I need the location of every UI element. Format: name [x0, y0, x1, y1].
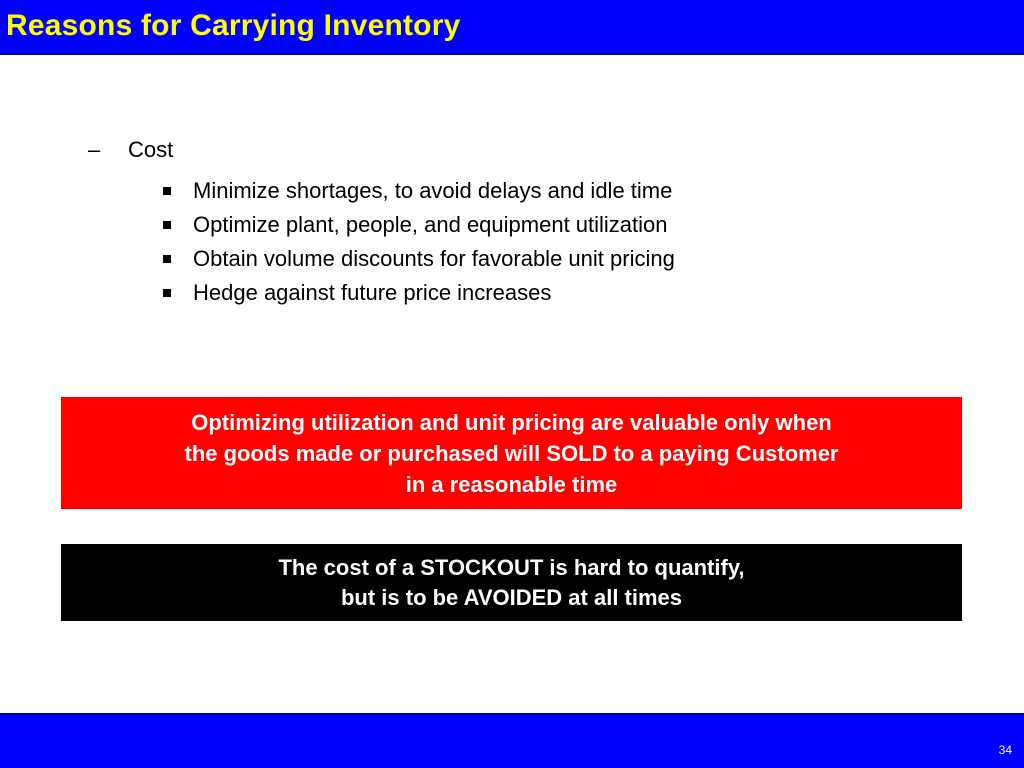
level1-item	[88, 137, 173, 163]
square-bullet-icon	[163, 221, 171, 229]
callout-line: but is to be AVOIDED at all times	[340, 585, 683, 610]
square-bullet-icon	[163, 255, 171, 263]
bullet-text: Hedge against future price increases	[193, 280, 552, 305]
bullet-item	[160, 208, 675, 242]
callout-line: the goods made or purchased will SOLD to a paying Customer	[184, 441, 839, 466]
black-callout-box	[61, 544, 962, 621]
square-bullet-icon	[163, 289, 171, 297]
bullet-list	[160, 174, 675, 310]
bullet-item	[160, 242, 675, 276]
bullet-text: Obtain volume discounts for favorable unit pricing	[193, 246, 675, 271]
callout-line: The cost of a STOCKOUT is hard to quantify,	[278, 555, 745, 580]
footer-bar	[0, 713, 1024, 768]
callout-line: in a reasonable time	[405, 472, 618, 497]
red-callout-box	[61, 397, 962, 509]
slide-title: Reasons for Carrying Inventory	[6, 9, 461, 42]
bullet-item	[160, 276, 675, 310]
level1-text: Cost	[128, 137, 174, 162]
bullet-item	[160, 174, 675, 208]
dash-marker: –	[88, 137, 101, 162]
page-number: 34	[998, 743, 1012, 757]
title-bar	[0, 0, 1024, 55]
bullet-text: Minimize shortages, to avoid delays and idle time	[193, 178, 673, 203]
square-bullet-icon	[163, 187, 171, 195]
callout-line: Optimizing utilization and unit pricing are valuable only when	[191, 410, 832, 435]
bullet-text: Optimize plant, people, and equipment utilization	[193, 212, 668, 237]
